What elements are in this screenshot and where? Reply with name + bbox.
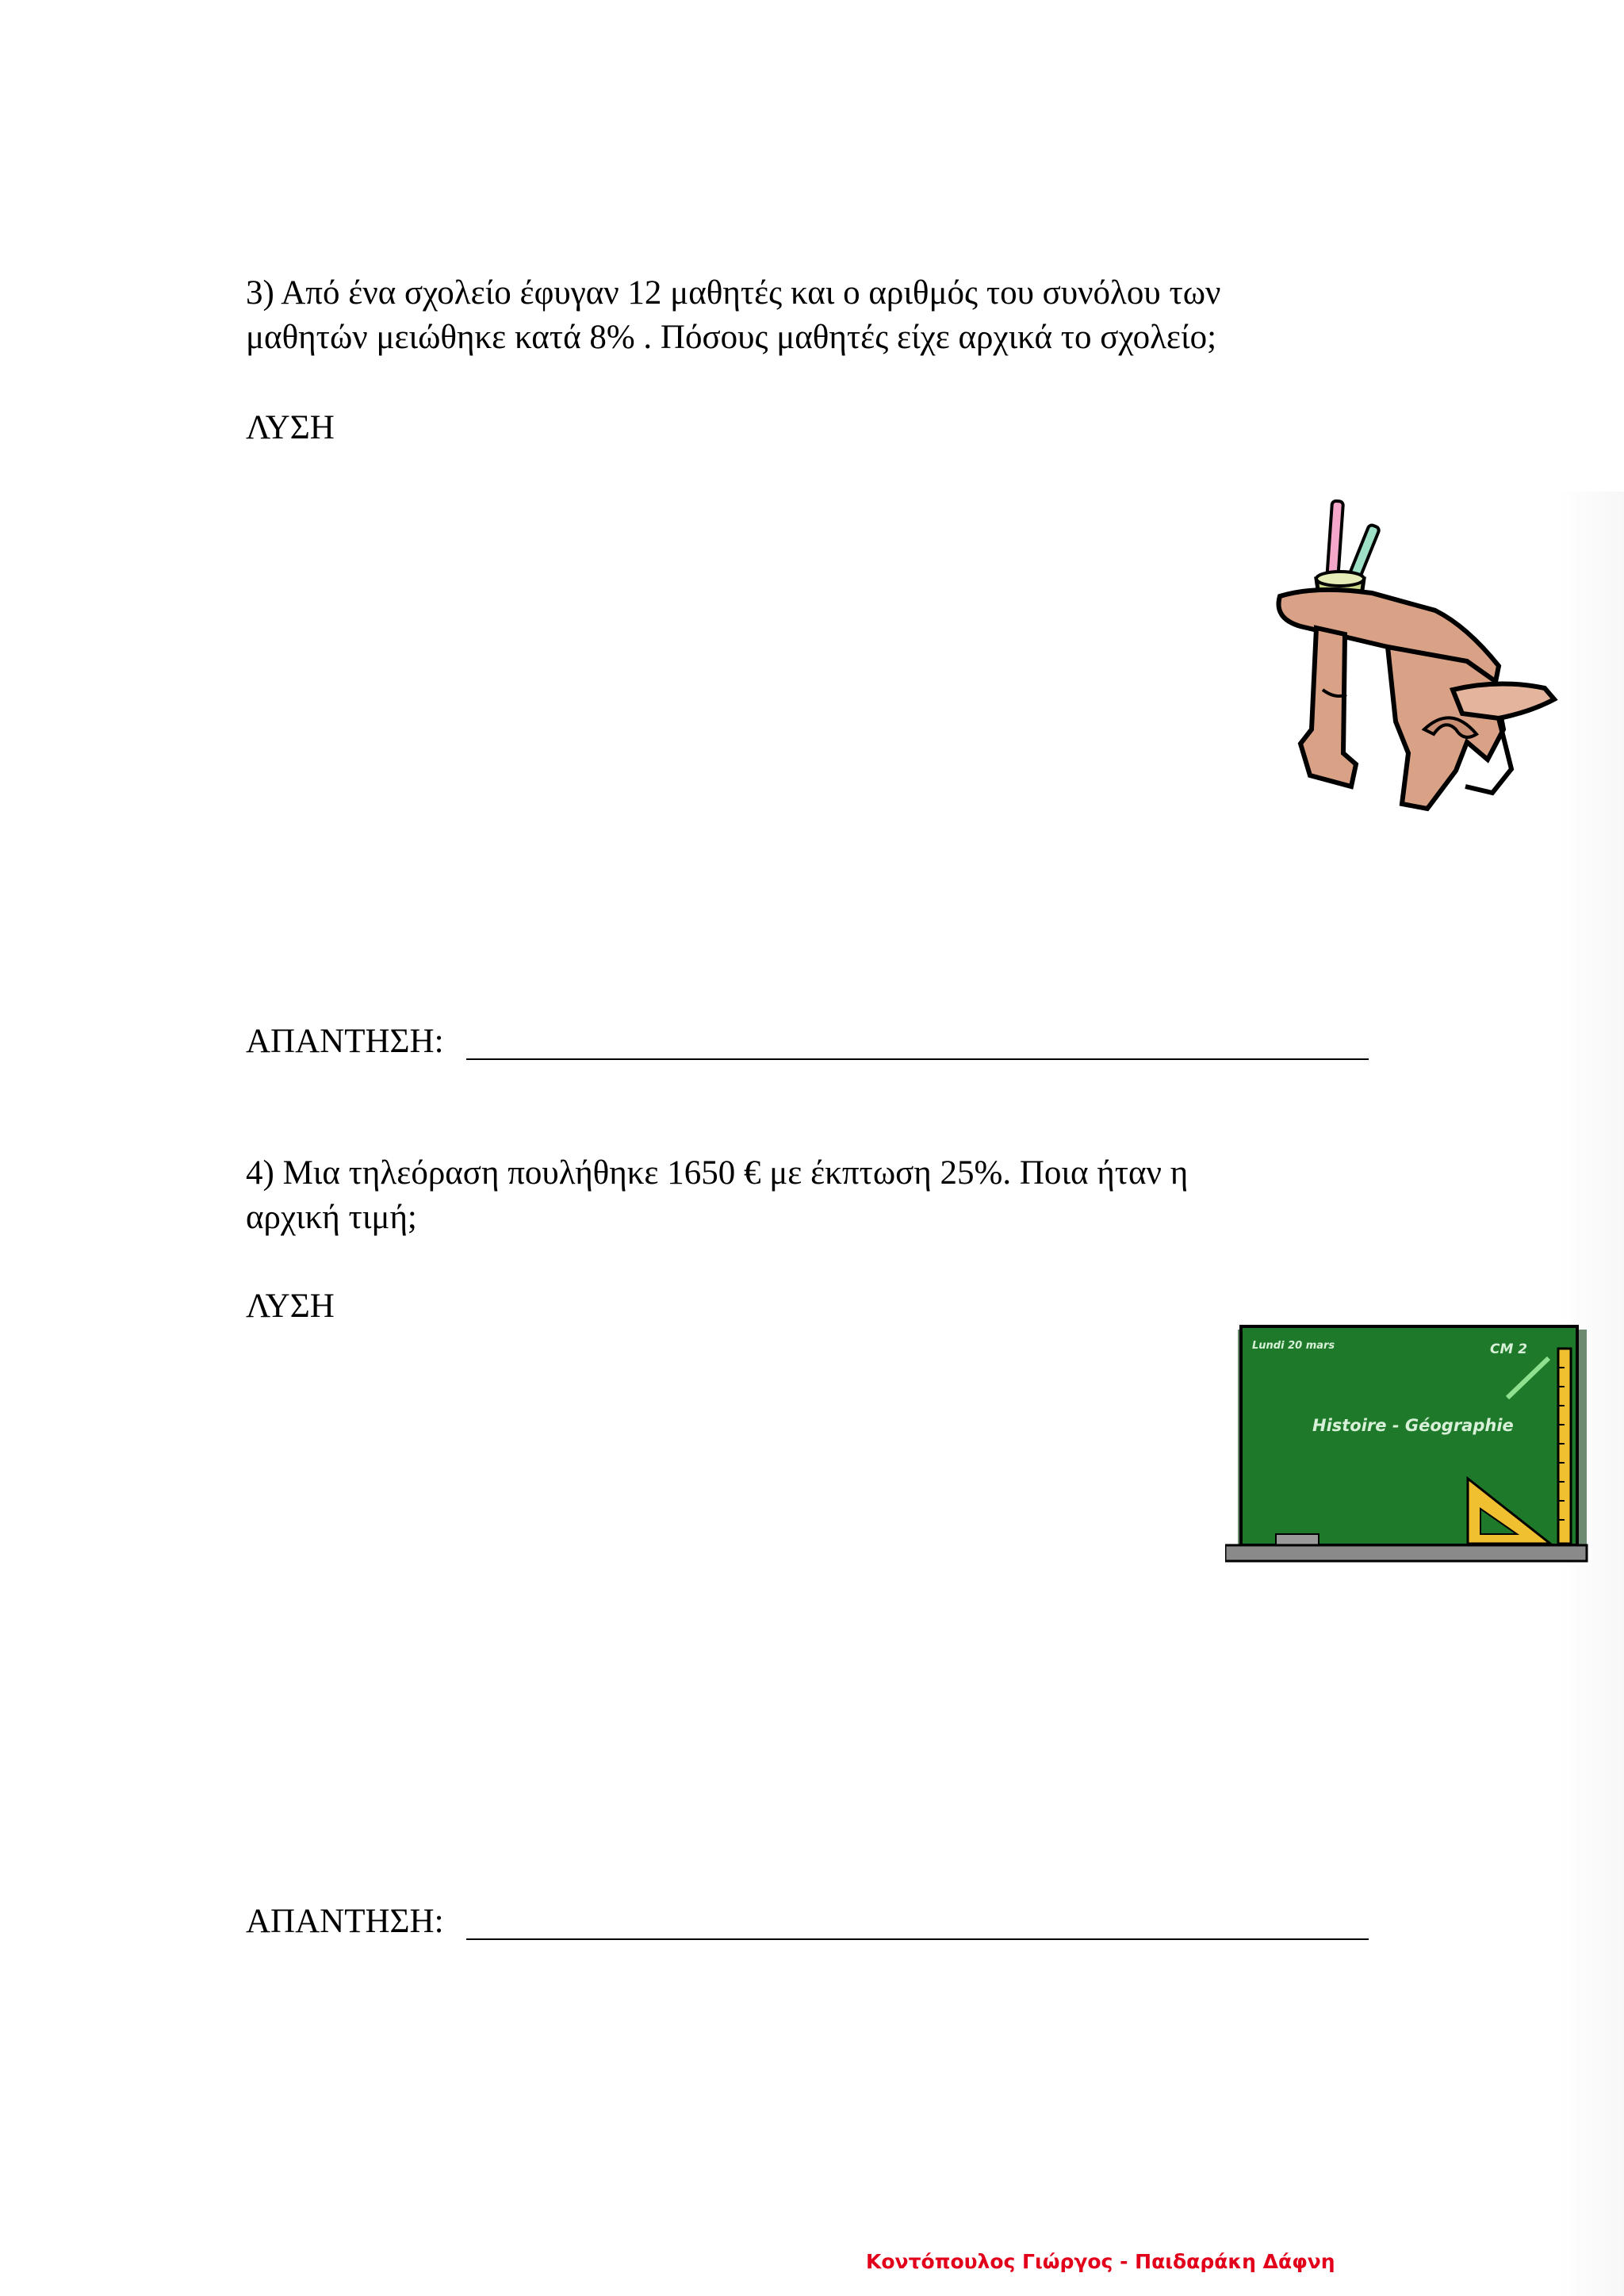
question-4-text-line-1: 4) Μια τηλεόραση πουλήθηκε 1650 € με έκπτωση 25%. Ποια ήταν η (246, 1154, 1189, 1192)
question-3-answer-blank[interactable] (466, 1058, 1369, 1060)
question-4-text-line-2: αρχική τιμή; (246, 1199, 417, 1236)
blackboard-subject: Histoire - Géographie (1312, 1416, 1514, 1435)
question-4-answer-label: ΑΠΑΝΤΗΣΗ: (246, 1903, 444, 1940)
blackboard-clipart (1225, 1320, 1590, 1566)
school-desk-clipart (1269, 492, 1570, 825)
blackboard-class: CM 2 (1490, 1341, 1528, 1357)
question-3-solution-label: ΛΥΣΗ (246, 409, 335, 446)
question-3-text-line-2: μαθητών μειώθηκε κατά 8% . Πόσους μαθητές είχε αρχικά το σχολείο; (246, 319, 1217, 356)
question-4-answer-blank[interactable] (466, 1938, 1369, 1940)
question-3-answer-label: ΑΠΑΝΤΗΣΗ: (246, 1023, 444, 1060)
authors-footer: Κοντόπουλος Γιώργος - Παιδαράκη Δάφνη (866, 2250, 1335, 2273)
question-3-text-line-1: 3) Από ένα σχολείο έφυγαν 12 μαθητές και ο αριθμός του συνόλου των (246, 274, 1221, 312)
question-4-solution-label: ΛΥΣΗ (246, 1288, 335, 1325)
blackboard-date: Lundi 20 mars (1252, 1340, 1335, 1352)
